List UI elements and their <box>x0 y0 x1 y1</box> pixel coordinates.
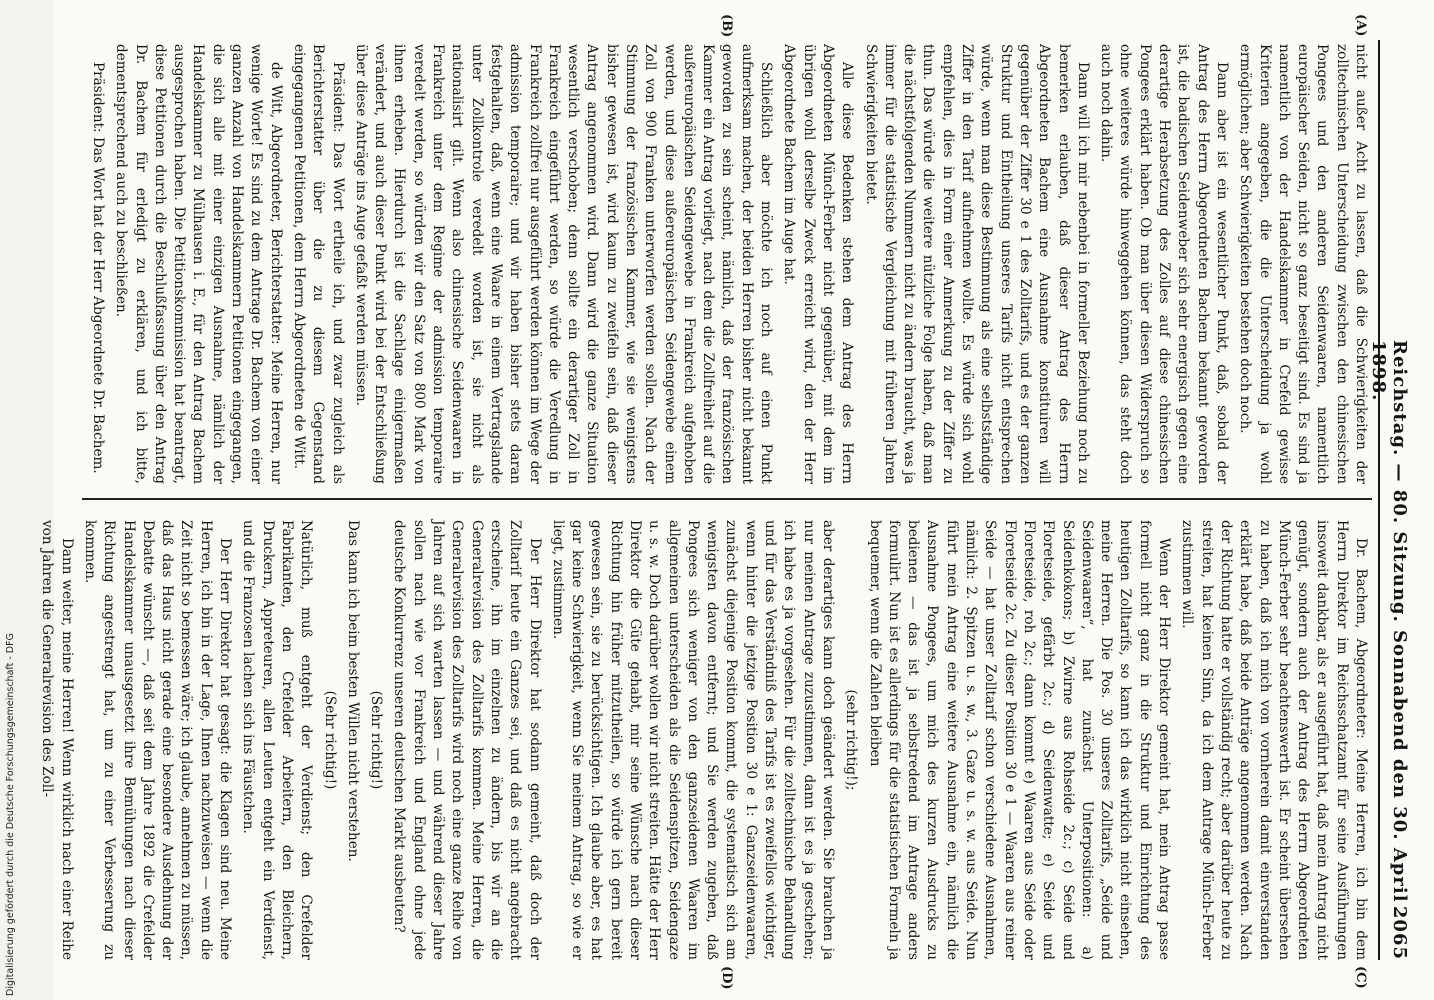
margin-marker-c: (C) <box>1353 966 1368 989</box>
interjection: (Sehr richtig!) <box>368 690 385 790</box>
column-divider <box>82 498 1372 500</box>
paragraph: Dr. Bachem, Abgeordneter: Meine Herren, ich bin dem Herrn Direktor im Reichsschatzamt für seine Ausführungen insoweit dankbar, als er ausgeführt hat, daß mein Antrag nicht genügt, sondern auch der Antrag des Herrn Abgeordneten Münch-Ferber sehr beachtenswerth ist. Er scheint übersehen zu haben, daß ich mich von vornherein damit einverstanden erklärt habe, daß beide Anträge angenommen werden. Nach der Richtung hatte er vollständig recht; aber darüber heute zu streiten, hat keinen Sinn, da ich dem Antrage Münch-Ferber zustimmen will. <box>1179 520 1369 960</box>
digitization-credit <box>4 0 18 996</box>
paragraph: Der Herr Direktor hat sodann gemeint, daß doch der Zolltarif heute ein Ganzes sei, und daß es nicht angebracht erscheine, ihn im einzelnen zu ändern, bis wir an die Generalrevision des Zolltarifs kommen. Meine Herren, die Generalrevision des Zolltarifs wird noch eine ganze Reihe von Jahren auf sich warten lassen — und während dieser Jahre sollen nach wie vor Frankreich und England ohne jede deutsche Konkurrenz unseren deutschen Markt ausbeuten? <box>391 520 543 960</box>
paragraph: Schließlich aber möchte ich noch auf einen Punkt aufmerksam machen, der beiden Herren bisher nicht bekannt geworden zu sein scheint, nämlich, daß der französischen Kammer ein Antrag vorliegt, nach dem die Zollfreiheit auf die außereuropäischen Seidengewebe in Frankreich aufgehoben werden, und diese außereuropäischen Seidengewebe einem Zoll von 900 Franken unterworfen werden sollen. Nach der Stimmung der französischen Kammer, wie sie wenigstens bisher gewesen ist, wird kaum zu zweifeln sein, daß dieser Antrag angenommen wird. Dann wird die ganze Situation wesentlich verschoben; denn sollte ein derartiger Zoll in Frankreich eingeführt werden, so würde die Veredlung in Frankreich zollfrei nur ausgeführt werden können im Wege der admission temporaire; und wir haben bisher stets daran festgehalten, daß, wenn eine Waare in einem Vertragslande unter Zollkontrole veredelt worden ist, sie nicht als nationalisirt gilt. Wenn also chinesische Seidenwaaren in Frankreich unter dem Regime der admission temporaire veredelt werden, so würden wir den Satz von 800 Mark von ihnen erheben. Hierdurch ist die Sachlage einigermaßen verändert, und auch dieser Punkt wird bei der Entschließung über diese Anträge ins Auge gefaßt werden müssen. <box>352 44 775 484</box>
paragraph: Dann aber ist ein wesentlicher Punkt, daß, sobald der Antrag des Herrn Abgeordneten Bachem bekannt geworden ist, die badischen Seidenweber sich sehr energisch gegen eine derartige Herabsetzung des Zolles auf diese chinesischen Pongees erklärt haben. Ob man über diesen Widerspruch so ohne weiteres würde hinweggehen können, das steht doch auch noch dahin. <box>1098 44 1230 484</box>
page-number: 2065 <box>1389 905 1410 960</box>
paragraph: Der Herr Direktor hat gesagt: die Klagen sind neu. Meine Herren, ich bin in der Lage, Ihnen nachzuweisen — wenn die Zeit nicht so bemessen wäre; ich glaube, annehmen zu müssen, daß das Haus nicht gerade eine besondere Ausdehnung der Debatte wünscht —, daß seit dem Jahre 1892 die Crefelder Handelskammer unausgesetzt ihre Bemühungen nach dieser Richtung angestrengt hat, um zu einer Verbesserung zu kommen. <box>82 520 234 961</box>
paragraph: Natürlich, muß entgeht der Verdienst; den Crefelder Fabrikanten, den Crefelder Arbeitern, den Bleichern, Druckern, Appreteuren, allen Leuten entgeht ein Verdienst, und die Franzosen lachen sich ins Fäustchen. <box>240 520 315 960</box>
left-column <box>80 44 1370 484</box>
paragraph: nicht außer Acht zu lassen, daß die Schwierigkeiten der zolltechnischen Unterscheidung zwischen den chinesischen Pongees und den anderen Seidenwaaren, namentlich europäischer Seiden, nicht so ganz beseitigt sind. Es sind ja namentlich von der Handelskammer in Crefeld gewisse Kriterien angegeben, die die Unterscheidung ja wohl ermöglichen; aber Schwierigkeiten bestehen doch noch. <box>1237 44 1369 484</box>
paragraph: Alle diese Bedenken stehen dem Antrag des Herrn Abgeordneten Münch-Ferber nicht gegenüber, mit dem im übrigen wohl derselbe Zweck erreicht wird, den der Herr Abgeordnete Bachem im Auge hat. <box>781 44 856 484</box>
margin-marker-a: (A) <box>1353 14 1368 37</box>
page-header-title: Reichstag. — 80. Sitzung. Sonnabend den 30. April 1898. <box>1368 340 1410 903</box>
paragraph: Präsident: Das Wort ertheile ich, und zwar zugleich als Berichterstatter über die zu diesem Gegenstand eingegangenen Petitionen, dem Herrn Abgeordneten de Witt. <box>290 44 346 484</box>
paragraph: Das kann ich beim besten Willen nicht verstehen. <box>344 520 361 862</box>
margin-marker-d: (D) <box>719 966 734 990</box>
margin-marker-b: (B) <box>719 14 734 38</box>
paragraph: aber derartiges kann doch geändert werden. Sie brauchen ja nur meinen Antrage zuzustimmen, dann ist es ja geschehen; ich habe es ja vorgesehen. Für die zolltechnische Behandlung und für das Verständniß des Tarifs ist es zweifellos wichtiger, wenn hinter die jetzige Position 30 e 1: Ganzseidenwaaren, zunächst diejenige Position kommt, die systematisch sich am wenigsten davon entfernt; und Sie werden zugeben, daß Pongees sich weniger von den ganzseidenen Waaren im allgemeinen unterscheiden als die Seidenspitzen, Seidengaze u. s. w. Doch darüber wollen wir nicht streiten. Hätte der Herr Direktor die Güte gehabt, mir seine Wünsche nach dieser Richtung hin früher mitzutheilen, so würde ich gern bereit gewesen sein, sie zu berücksichtigen. Ich glaube aber, es hat gar keine Schwierigkeit, wenn Sie meinem Antrag, so wie er liegt, zustimmen. <box>549 520 836 960</box>
paragraph: Dann weiter, meine Herren! Wenn wirklich nach einer Reihe von Jahren die Generalrevision des Zoll- <box>39 520 75 960</box>
paragraph: Dann will ich mir nebenbei in formeller Beziehung noch zu bemerken erlauben, daß dieser Antrag des Herrn Abgeordneten Bachem eine Ausnahme konstituiren will gegenüber der Ziffer 30 e 1 des Zolltarifs, und es der ganzen Struktur und Eintheilung unseres Tarifs nicht entsprechen würde, wenn man diese Bestimmung als eine selbstständige Ziffer in den Tarif aufnehmen wollte. Es würde sich wohl empfehlen, dies in Form einer Anmerkung zu der Ziffer zu thun. Das würde die weitere nützliche Folge haben, daß man die nächstfolgenden Nummern nicht zu ändern braucht, was ja immer für die statistische Vergleichung mit früheren Jahren Schwierigkeiten bietet. <box>862 44 1091 484</box>
credit-text: Digitalisierung gefördert durch die Deutsche Forschungsgemeinschaft - DFG <box>5 633 16 996</box>
document-page <box>39 0 1434 1000</box>
page-header <box>1368 40 1416 960</box>
paragraph: Präsident: Das Wort hat der Herr Abgeordnete Dr. Bachem. <box>90 62 106 474</box>
interjection: (sehr richtig!); <box>843 689 860 791</box>
right-column <box>39 520 1370 961</box>
paragraph: Wenn der Herr Direktor gemeint hat, mein Antrag passe formell nicht ganz in die Struktur und Einrichtung des heutigen Zolltarifs, so kann ich das wirklich nicht einsehen, meine Herren. Die Pos. 30 unseres Zolltarifs, „Seide und Seidenwaaren“, hat zunächst Unterpositionen: a) Seidenkokons; b) Zwirne aus Rohseide 2c.; c) Seide und Floretseide, gefärbt 2c.; d) Seidenwatte; e) Seide und Floretseide, roh 2c.; dann kommt e) Waaren aus Seide oder Floretseide 2c. Zu dieser Position 30 e 1 — Waaren aus reiner Seide — hat unser Zolltarif schon verschiedene Ausnahmen, nämlich: 2. Spitzen u. s. w., 3. Gaze u. s. w. aus Seide. Nun führt mein Antrag eine weitere Ausnahme ein, nämlich die Ausnahme Pongees, um mich des kurzen Ausdrucks zu bedienen — das ist ja selbstredend im Antrage anders formulirt. Nun ist es allerdings für die statistischen Formeln ja bequemer, wenn die Zahlen bleiben <box>866 520 1173 960</box>
interjection: (Sehr richtig!) <box>321 690 338 790</box>
paragraph: de Witt, Abgeordneter, Berichterstatter: Meine Herren, nur wenige Worte! Es sind zu dem Antrage Dr. Bachem von einer ganzen Anzahl von Handelskammern Petitionen eingegangen, die sich alle mit einer einzigen Ausnahme, nämlich der Handelskammer zu Mülhausen i. E., für den Antrag Bachem ausgesprochen haben. Die Petitionskommission hat beantragt, diese Petitionen durch die Beschlußfassung über den Antrag Dr. Bachem für erledigt zu erklären, und ich bitte, dementsprechend auch zu beschließen. <box>113 44 284 484</box>
